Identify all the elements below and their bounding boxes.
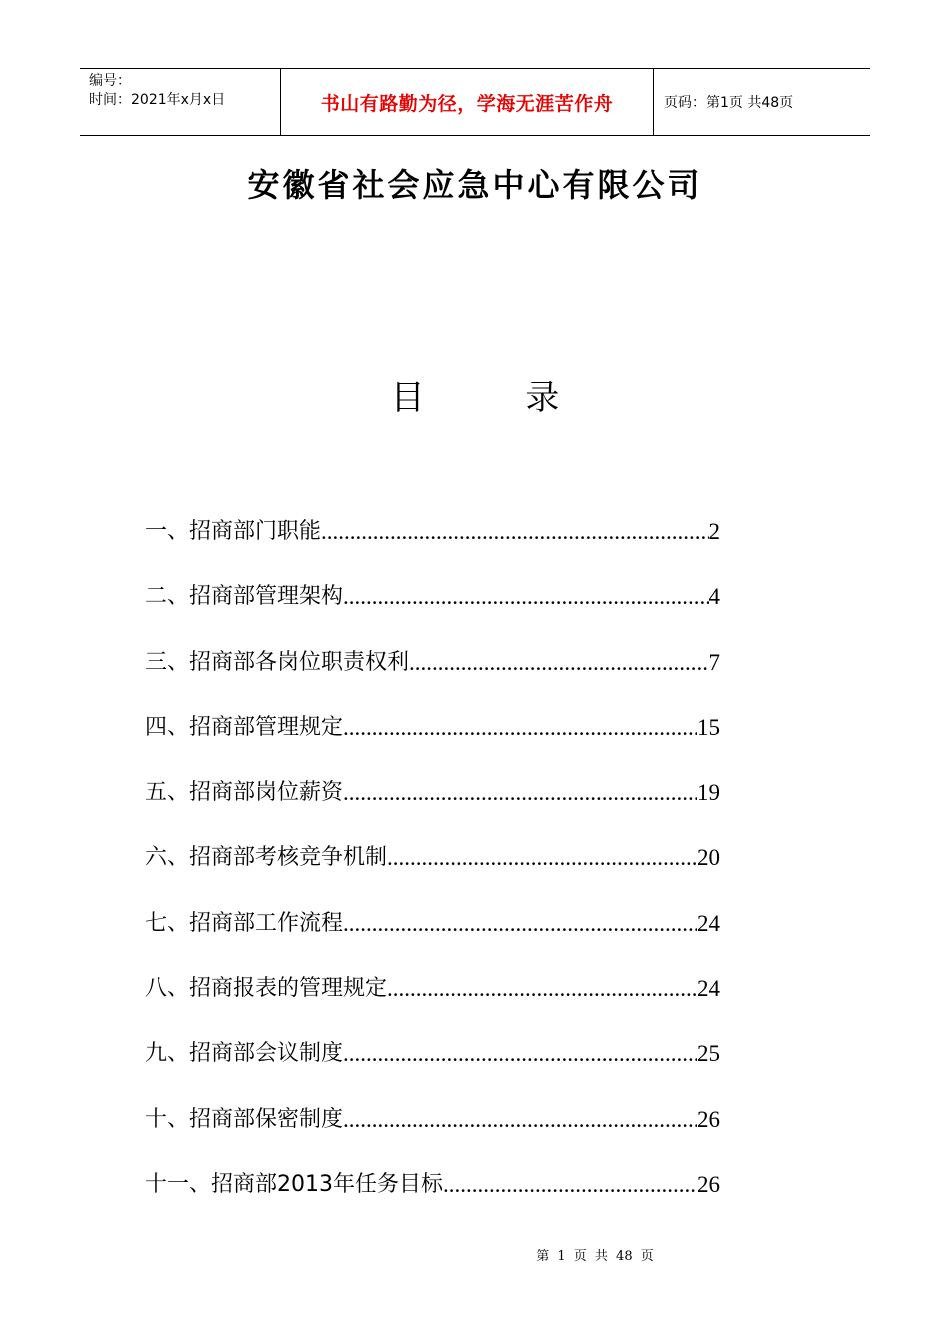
toc-entry-label: 四、招商部管理规定 bbox=[145, 714, 344, 740]
toc-entry-label: 十、招商部保密制度 bbox=[145, 1106, 344, 1132]
toc-entry-page: 26 bbox=[697, 1106, 720, 1132]
toc-leader-dots bbox=[343, 706, 697, 750]
toc-leader-dots bbox=[343, 575, 708, 619]
table-of-contents bbox=[145, 510, 720, 1228]
toc-leader-dots bbox=[343, 1032, 697, 1076]
toc-leader-dots bbox=[387, 967, 697, 1011]
document-number: 编号： bbox=[89, 73, 131, 89]
toc-entry-label: 三、招商部各岗位职责权利 bbox=[145, 649, 410, 675]
header-page-info: 页码：第1页 共48页 bbox=[664, 95, 794, 111]
toc-leader-dots bbox=[343, 902, 697, 946]
toc-leader-dots bbox=[387, 836, 697, 880]
toc-entry[interactable] bbox=[145, 1098, 720, 1163]
toc-entry-label: 一、招商部门职能 bbox=[145, 519, 322, 544]
toc-entry[interactable] bbox=[145, 836, 720, 901]
header-meta bbox=[80, 69, 281, 135]
toc-entry-page: 4 bbox=[708, 584, 720, 610]
company-name: 安徽省社会应急中心有限公司 bbox=[247, 166, 703, 204]
toc-leader-dots bbox=[443, 1163, 697, 1207]
toc-entry-label: 八、招商报表的管理规定 bbox=[145, 976, 388, 1002]
toc-entry[interactable] bbox=[145, 1032, 720, 1097]
toc-leader-dots bbox=[343, 1098, 697, 1142]
toc-entry-page: 24 bbox=[697, 910, 720, 936]
toc-entry-label: 二、招商部管理架构 bbox=[145, 584, 344, 610]
toc-entry-page: 26 bbox=[697, 1171, 720, 1197]
toc-entry-label: 十一、招商部2013年任务目标 bbox=[145, 1171, 443, 1197]
page-footer: 第 1 页 共 48 页 bbox=[536, 1249, 654, 1264]
toc-entry[interactable] bbox=[145, 706, 720, 771]
toc-entry-label: 六、招商部考核竞争机制 bbox=[145, 845, 388, 871]
toc-entry[interactable] bbox=[145, 510, 720, 575]
toc-entry-page: 19 bbox=[697, 780, 720, 806]
toc-leader-dots bbox=[343, 771, 697, 815]
toc-entry[interactable] bbox=[145, 575, 720, 640]
document-date: 时间：2021年x月x日 bbox=[89, 92, 226, 108]
toc-entry-page: 15 bbox=[697, 714, 720, 740]
toc-entry[interactable] bbox=[145, 967, 720, 1032]
toc-entry[interactable] bbox=[145, 902, 720, 967]
toc-entry-page: 25 bbox=[697, 1041, 720, 1067]
toc-entry-page: 20 bbox=[697, 845, 720, 871]
page-header bbox=[80, 68, 870, 136]
toc-entry[interactable] bbox=[145, 1163, 720, 1228]
header-motto: 书山有路勤为径，学海无涯苦作舟 bbox=[281, 69, 654, 135]
toc-leader-dots bbox=[321, 510, 708, 554]
toc-entry[interactable] bbox=[145, 641, 720, 706]
toc-leader-dots bbox=[409, 641, 708, 685]
toc-entry-page: 24 bbox=[697, 976, 720, 1002]
toc-entry[interactable] bbox=[145, 771, 720, 836]
toc-entry-label: 九、招商部会议制度 bbox=[145, 1041, 344, 1067]
toc-entry-page: 2 bbox=[708, 519, 720, 544]
toc-entry-label: 五、招商部岗位薪资 bbox=[145, 780, 344, 806]
toc-entry-label: 七、招商部工作流程 bbox=[145, 910, 344, 936]
toc-entry-page: 7 bbox=[708, 649, 720, 675]
toc-title: 目 录 bbox=[390, 378, 590, 418]
